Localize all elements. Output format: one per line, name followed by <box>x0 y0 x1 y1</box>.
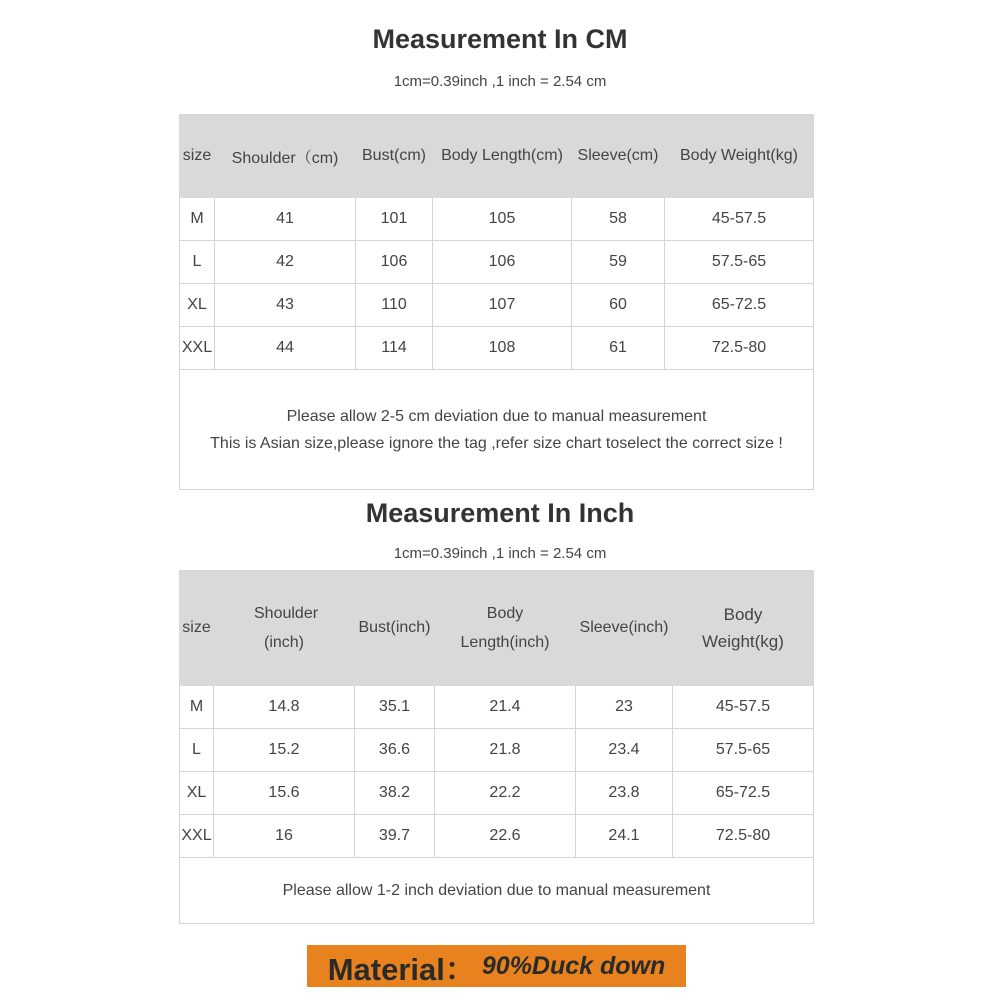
size-cell: M <box>180 198 215 241</box>
sleeve-cell: 60 <box>572 284 665 327</box>
size-cell: XXL <box>180 815 214 858</box>
bust-cell: 101 <box>356 198 433 241</box>
sleeve-cell: 23 <box>576 686 673 729</box>
shoulder-cell: 41 <box>215 198 356 241</box>
header-body-length: Body Length(inch) <box>435 571 576 686</box>
bust-cell: 35.1 <box>355 686 435 729</box>
size-cell: XL <box>180 772 214 815</box>
body-weight-cell: 65-72.5 <box>673 772 814 815</box>
shoulder-cell: 15.2 <box>214 729 355 772</box>
cm-title: Measurement In CM <box>372 24 628 54</box>
shoulder-cell: 44 <box>215 327 356 370</box>
header-body-weight: Body Weight(kg) <box>673 571 814 686</box>
body-weight-cell: 72.5-80 <box>665 327 814 370</box>
body-weight-cell: 45-57.5 <box>665 198 814 241</box>
header-body-weight: Body Weight(kg) <box>665 115 814 198</box>
shoulder-cell: 15.6 <box>214 772 355 815</box>
header-body-length: Body Length(cm) <box>433 115 572 198</box>
table-row <box>180 241 814 284</box>
size-cell: L <box>180 729 214 772</box>
header-sleeve: Sleeve(cm) <box>572 115 665 198</box>
inch-note-row <box>180 858 814 924</box>
inch-conversion-note: 1cm=0.39inch ,1 inch = 2.54 cm <box>393 545 607 562</box>
header-bust: Bust(cm) <box>356 115 433 198</box>
shoulder-cell: 14.8 <box>214 686 355 729</box>
table-row <box>180 815 814 858</box>
body-weight-cell: 57.5-65 <box>673 729 814 772</box>
body-length-cell: 108 <box>433 327 572 370</box>
bust-cell: 114 <box>356 327 433 370</box>
table-row <box>180 772 814 815</box>
cm-size-table <box>179 114 814 490</box>
body-weight-cell: 45-57.5 <box>673 686 814 729</box>
inch-deviation-note: Please allow 1-2 inch deviation due to manual measurement <box>180 858 814 924</box>
table-row <box>180 327 814 370</box>
cm-header-row <box>180 115 814 198</box>
sleeve-cell: 24.1 <box>576 815 673 858</box>
table-row <box>180 284 814 327</box>
inch-title: Measurement In Inch <box>365 498 635 528</box>
header-size: size <box>180 571 214 686</box>
shoulder-cell: 16 <box>214 815 355 858</box>
bust-cell: 36.6 <box>355 729 435 772</box>
size-cell: L <box>180 241 215 284</box>
body-length-cell: 106 <box>433 241 572 284</box>
material-banner <box>307 945 686 987</box>
shoulder-cell: 43 <box>215 284 356 327</box>
size-cell: XXL <box>180 327 215 370</box>
table-row <box>180 729 814 772</box>
cm-deviation-note: Please allow 2-5 cm deviation due to manual measurement <box>286 407 707 425</box>
bust-cell: 39.7 <box>355 815 435 858</box>
material-value: 90%Duck down <box>481 951 666 980</box>
inch-header-row <box>180 571 814 686</box>
cm-note-cell <box>180 370 814 490</box>
body-weight-cell: 57.5-65 <box>665 241 814 284</box>
body-length-cell: 22.2 <box>435 772 576 815</box>
material-label: Material： <box>327 951 476 987</box>
bust-cell: 38.2 <box>355 772 435 815</box>
cm-conversion-note: 1cm=0.39inch ,1 inch = 2.54 cm <box>393 73 607 90</box>
body-length-cell: 105 <box>433 198 572 241</box>
sleeve-cell: 58 <box>572 198 665 241</box>
header-bust: Bust(inch) <box>355 571 435 686</box>
shoulder-cell: 42 <box>215 241 356 284</box>
sleeve-cell: 59 <box>572 241 665 284</box>
cm-note-row <box>180 370 814 490</box>
header-shoulder: Shoulder (inch) <box>214 571 355 686</box>
body-weight-cell: 72.5-80 <box>673 815 814 858</box>
header-shoulder: Shoulder（cm) <box>215 115 356 198</box>
bust-cell: 110 <box>356 284 433 327</box>
sleeve-cell: 23.4 <box>576 729 673 772</box>
inch-size-table <box>179 570 814 924</box>
body-length-cell: 21.8 <box>435 729 576 772</box>
body-length-cell: 21.4 <box>435 686 576 729</box>
sleeve-cell: 61 <box>572 327 665 370</box>
body-weight-cell: 65-72.5 <box>665 284 814 327</box>
sleeve-cell: 23.8 <box>576 772 673 815</box>
table-row <box>180 686 814 729</box>
size-cell: M <box>180 686 214 729</box>
size-cell: XL <box>180 284 215 327</box>
asian-size-note: This is Asian size,please ignore the tag ,refer size chart toselect the correct size ! <box>210 434 783 452</box>
header-size: size <box>180 115 215 198</box>
body-length-cell: 107 <box>433 284 572 327</box>
bust-cell: 106 <box>356 241 433 284</box>
table-row <box>180 198 814 241</box>
body-length-cell: 22.6 <box>435 815 576 858</box>
header-sleeve: Sleeve(inch) <box>576 571 673 686</box>
